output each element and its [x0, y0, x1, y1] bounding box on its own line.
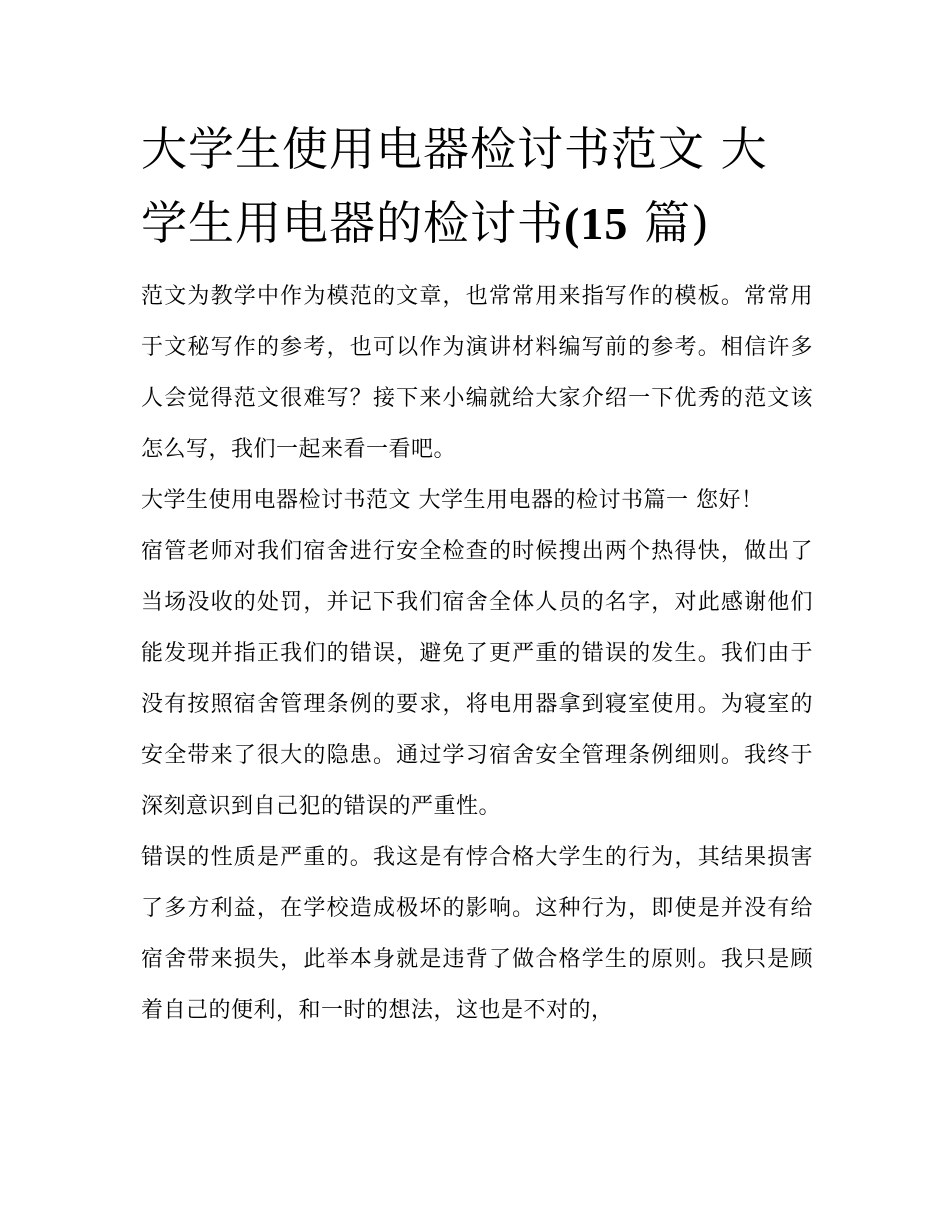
body-paragraph: 宿管老师对我们宿舍进行安全检查的时候搜出两个热得快，做出了当场没收的处罚，并记下我们宿舍全体人员的名字，对此感谢他们能发现并指正我们的错误，避免了更严重的错误的发生。我们由于没有按照宿舍管理条例的要求，将电用器拿到寝室使用。为寝室的安全带来了很大的隐患。通过学习宿舍安全管理条例细则。我终于深刻意识到自己犯的错误的严重性。 — [141, 539, 813, 819]
intro-paragraph: 范文为教学中作为模范的文章，也常常用来指写作的模板。常常用于文秘写作的参考，也可以作为演讲材料编写前的参考。相信许多人会觉得范文很难写？接下来小编就给大家介绍一下优秀的范文该怎么写，我们一起来看一看吧。 — [141, 284, 813, 462]
document-title — [141, 112, 813, 261]
body-paragraph: 错误的性质是严重的。我这是有悖合格大学生的行为，其结果损害了多方利益，在学校造成极坏的影响。这种行为，即使是并没有给宿舍带来损失，此举本身就是违背了做合格学生的原则。我只是顾着自己的便利，和一时的想法，这也是不对的， — [141, 845, 813, 1023]
title-tail: 篇) — [628, 196, 710, 250]
title-main: 大学生使用电器检讨书范文 大学生用电器的检讨书 — [141, 122, 768, 250]
section-heading-paragraph: 大学生使用电器检讨书范文 大学生用电器的检讨书篇一 您好！ — [141, 488, 764, 513]
title-count: (15 — [564, 198, 629, 249]
document-body — [141, 112, 813, 1036]
